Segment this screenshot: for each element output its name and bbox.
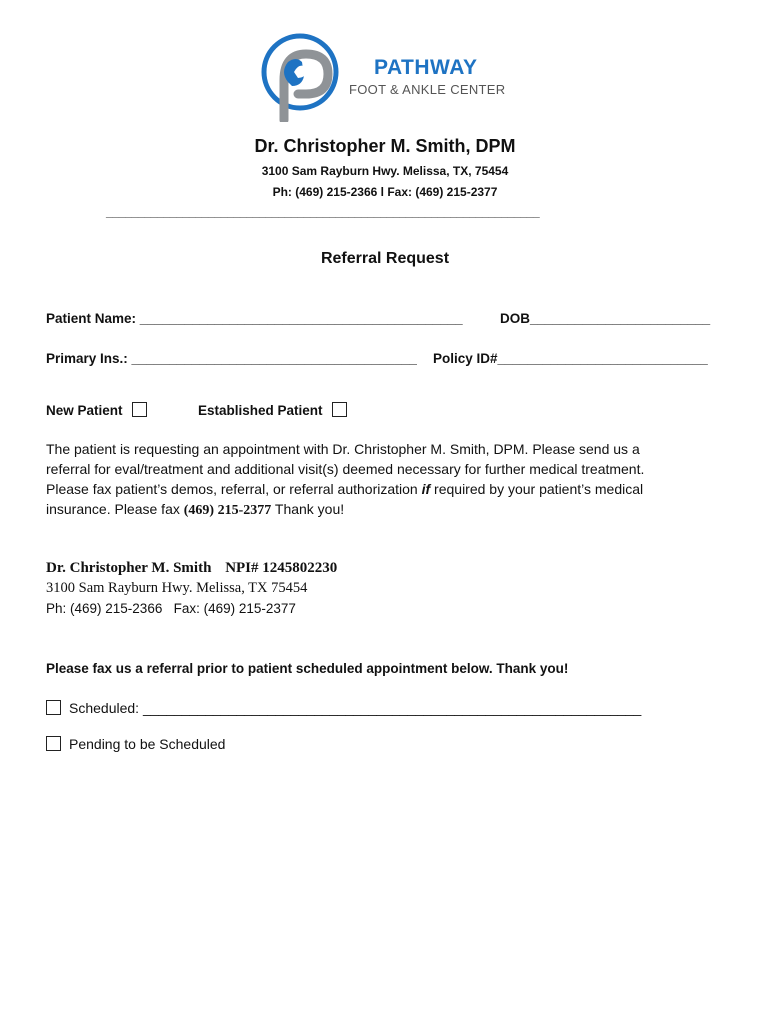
scheduled-field[interactable]: Scheduled: ________________________________________________________________ xyxy=(69,700,642,716)
established-patient-checkbox[interactable] xyxy=(332,402,347,417)
paragraph-line: insurance. Please fax (469) 215-2377 Thank you! xyxy=(46,501,345,518)
paragraph-line: The patient is requesting an appointment with Dr. Christopher M. Smith, DPM. Please send us a xyxy=(46,441,640,457)
primary-insurance-field[interactable]: Primary Ins.: ______________________________________ xyxy=(46,351,417,366)
paragraph-line: referral for eval/treatment and additional visit(s) deemed necessary for further medical treatment. xyxy=(46,461,645,477)
new-patient-label: New Patient xyxy=(46,403,123,418)
npi-number: NPI# 1245802230 xyxy=(225,560,338,576)
pathway-logo xyxy=(258,32,520,122)
pending-label: Pending to be Scheduled xyxy=(69,736,226,752)
header-divider: ____________________________________________________________________ xyxy=(106,205,540,219)
scheduled-option xyxy=(46,700,641,716)
patient-name-field[interactable]: Patient Name: ___________________________________________ xyxy=(46,311,463,326)
signature-phone-fax: Ph: (469) 215-2366 Fax: (469) 215-2377 xyxy=(46,601,296,616)
appointment-instruction: Please fax us a referral prior to patient scheduled appointment below. Thank you! xyxy=(46,661,569,676)
new-patient-option xyxy=(46,402,147,418)
brand-name: PATHWAY xyxy=(374,56,478,79)
new-patient-checkbox[interactable] xyxy=(132,402,147,417)
dob-field[interactable]: DOB________________________ xyxy=(500,311,711,326)
fax-number: (469) 215-2377 xyxy=(183,503,272,518)
signature-address: 3100 Sam Rayburn Hwy. Melissa, TX 75454 xyxy=(46,580,308,596)
header-address: 3100 Sam Rayburn Hwy. Melissa, TX, 75454 xyxy=(261,164,509,178)
emphasis-text: if xyxy=(421,481,431,497)
header-phone-fax: Ph: (469) 215-2366 l Fax: (469) 215-2377 xyxy=(272,185,498,199)
pending-checkbox[interactable] xyxy=(46,736,61,751)
signature-name: Dr. Christopher M. Smith xyxy=(46,560,212,576)
policy-id-field[interactable]: Policy ID#____________________________ xyxy=(433,351,708,366)
doctor-title: Dr. Christopher M. Smith, DPM xyxy=(254,136,516,156)
paragraph-line: Please fax patient’s demos, referral, or referral authorization if required by your patient’s medical xyxy=(46,481,644,497)
form-title: Referral Request xyxy=(320,250,450,267)
pending-option xyxy=(46,736,225,752)
established-patient-label: Established Patient xyxy=(198,403,323,418)
established-patient-option xyxy=(198,402,347,418)
signature-name-line xyxy=(46,560,337,577)
request-paragraph xyxy=(46,439,746,521)
pathway-logo-mark-icon xyxy=(258,32,342,122)
brand-subtitle: FOOT & ANKLE CENTER xyxy=(349,82,506,97)
scheduled-checkbox[interactable] xyxy=(46,700,61,715)
